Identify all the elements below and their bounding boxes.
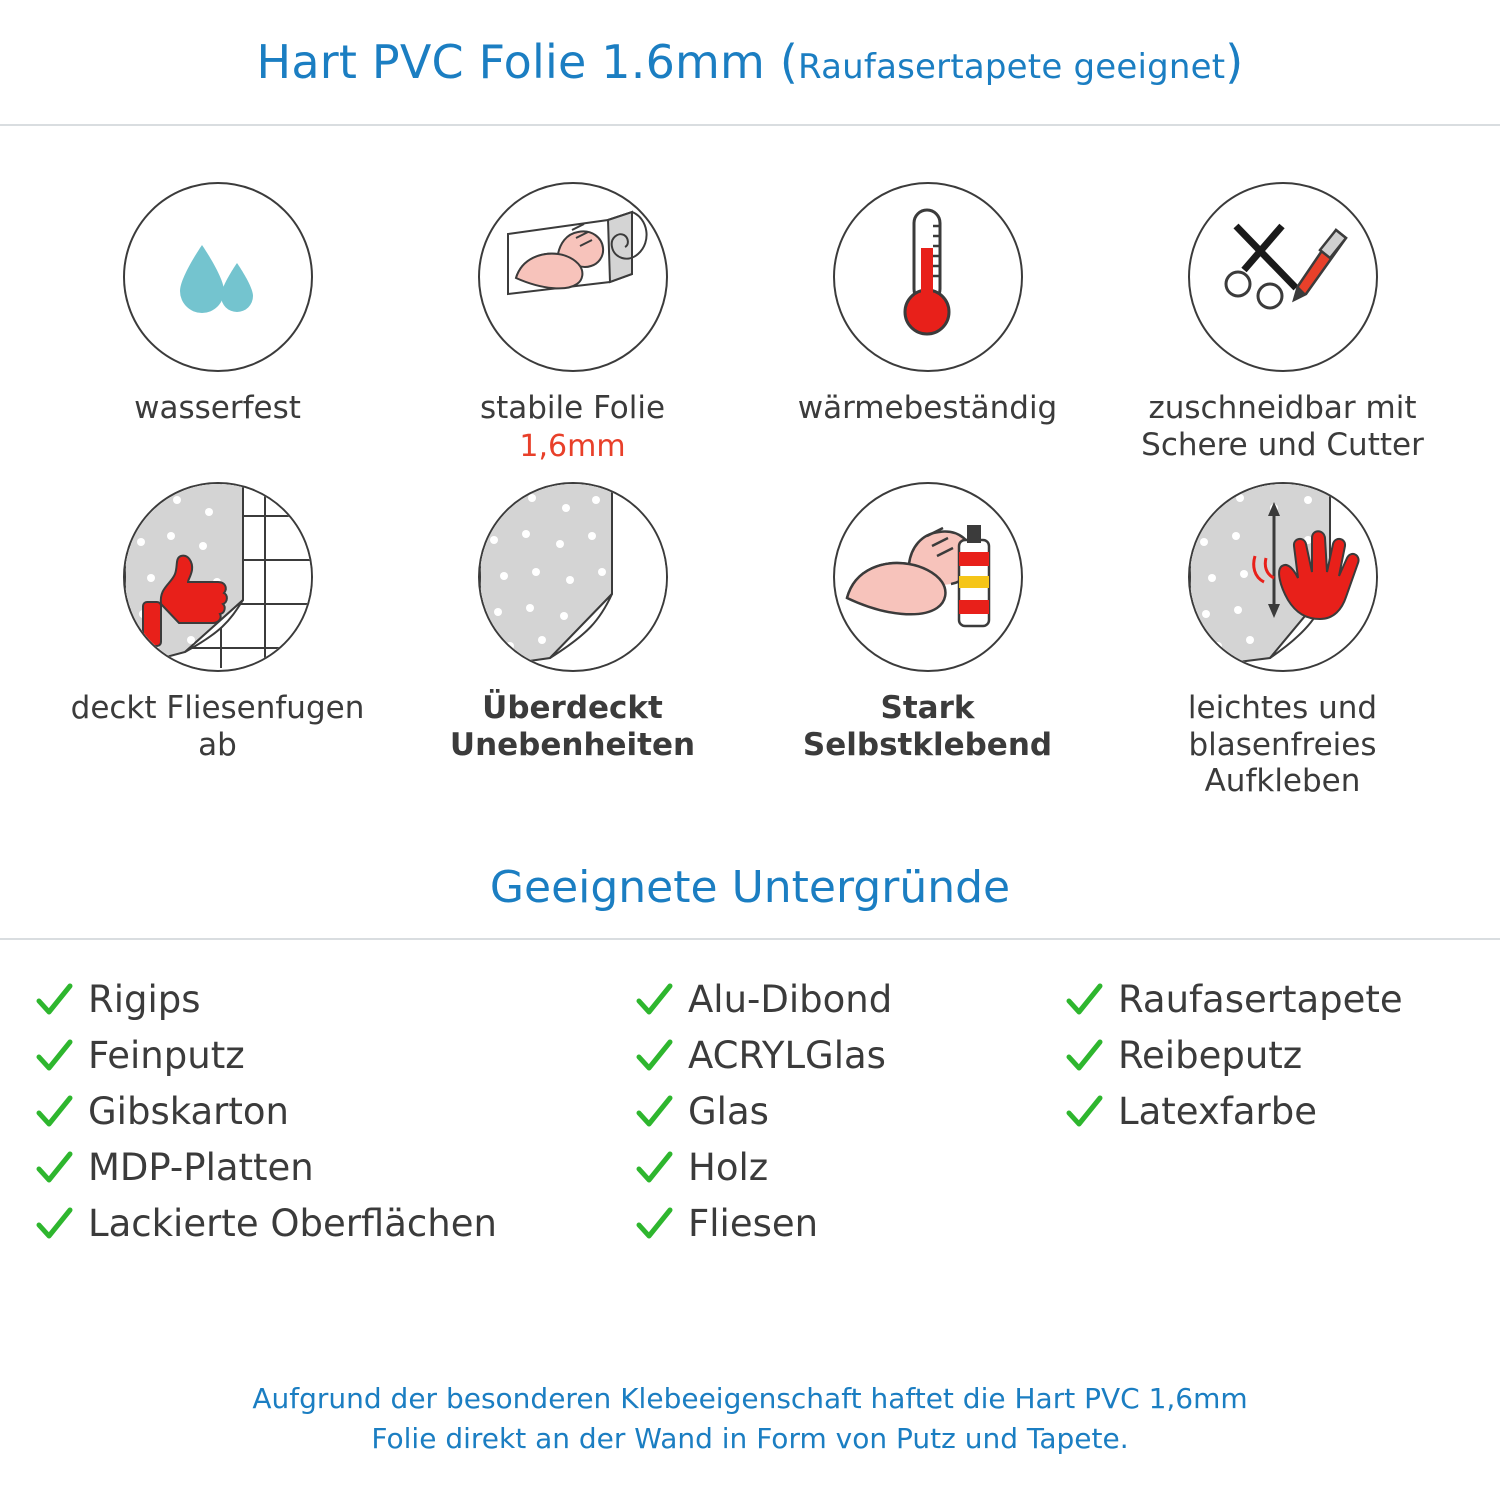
feature-icon-circle	[478, 182, 668, 372]
header	[0, 0, 1500, 126]
footer-note-line-2: Folie direkt an der Wand in Form von Putz und Tapete.	[371, 1422, 1129, 1456]
check-icon	[634, 980, 674, 1020]
footer-note-line-1: Aufgrund der besonderen Klebeeigenschaft haftet die Hart PVC 1,6mm	[252, 1381, 1248, 1415]
feature-caption	[480, 390, 665, 464]
feature-icon-circle	[123, 482, 313, 672]
substrate-label: Latexfarbe	[1118, 1090, 1317, 1134]
feature-icon-circle	[1188, 182, 1378, 372]
substrate-label: Rigips	[88, 978, 201, 1022]
feature-caption	[134, 390, 301, 427]
feature-icon-circle	[833, 482, 1023, 672]
list-item	[34, 1092, 634, 1132]
check-icon	[34, 980, 74, 1020]
list-item	[1064, 980, 1466, 1020]
substrate-label: ACRYLGlas	[688, 1034, 886, 1078]
list-item	[1064, 1036, 1466, 1076]
feature-item	[750, 182, 1105, 464]
feature-grid	[0, 126, 1500, 800]
feature-label: wärmebeständig	[797, 390, 1058, 426]
substrate-label: Lackierte Oberflächen	[88, 1202, 497, 1246]
feature-icon-circle	[123, 182, 313, 372]
water-drops-icon	[158, 215, 278, 339]
feature-caption	[798, 390, 1058, 427]
list-item	[634, 1204, 1064, 1244]
page-title-main: Hart PVC Folie 1.6mm	[256, 35, 766, 89]
feature-item	[1105, 182, 1460, 464]
substrate-column-3	[1064, 980, 1466, 1260]
feature-caption	[763, 690, 1093, 763]
foil-corner-icon	[480, 482, 666, 672]
hand-smoothing-icon	[1190, 482, 1376, 672]
feature-label: Stark Selbstklebend	[802, 689, 1053, 763]
feature-label: stabile Folie	[479, 390, 666, 426]
page-title-sub: Raufasertapete geeignet	[798, 47, 1226, 87]
feature-sublabel: 1,6mm	[519, 428, 626, 464]
feature-item	[395, 482, 750, 800]
page-title	[257, 35, 1244, 89]
substrate-label: Gibskarton	[88, 1090, 289, 1134]
feature-caption	[1118, 690, 1448, 800]
feature-item	[40, 182, 395, 464]
arm-glue-icon	[835, 482, 1021, 672]
feature-label: leichtes und blasenfreies Aufkleben	[1187, 689, 1378, 800]
feature-label: Überdeckt Unebenheiten	[449, 689, 696, 763]
thermometer-icon	[873, 200, 983, 354]
flexing-arm-foil-icon	[480, 182, 666, 372]
footer-note	[0, 1379, 1500, 1460]
check-icon	[1064, 980, 1104, 1020]
check-icon	[634, 1036, 674, 1076]
feature-icon-circle	[1188, 482, 1378, 672]
section-title: Geeignete Untergründe	[489, 862, 1011, 914]
substrate-label: Alu-Dibond	[688, 978, 893, 1022]
substrate-label: MDP-Platten	[88, 1146, 314, 1190]
feature-label: zuschneidbar mit Schere und Cutter	[1141, 390, 1424, 463]
feature-caption	[408, 690, 738, 763]
scissors-cutter-icon	[1208, 200, 1358, 354]
feature-caption	[1118, 390, 1448, 463]
substrate-column-2	[634, 980, 1064, 1260]
list-item	[34, 980, 634, 1020]
substrate-label: Feinputz	[88, 1034, 245, 1078]
feature-caption	[53, 690, 383, 763]
thumbs-up-tile-icon	[125, 482, 311, 672]
feature-item	[750, 482, 1105, 800]
feature-icon-circle	[833, 182, 1023, 372]
list-item	[34, 1204, 634, 1244]
list-item	[1064, 1092, 1466, 1132]
feature-label: deckt Fliesenfugen ab	[70, 689, 365, 763]
feature-icon-circle	[478, 482, 668, 672]
check-icon	[634, 1148, 674, 1188]
feature-item	[1105, 482, 1460, 800]
paren-close: )	[1225, 35, 1244, 89]
check-icon	[634, 1204, 674, 1244]
list-item	[634, 1148, 1064, 1188]
substrate-label: Glas	[688, 1090, 769, 1134]
feature-item	[40, 482, 395, 800]
feature-label: wasserfest	[134, 390, 301, 426]
substrate-label: Reibeputz	[1118, 1034, 1303, 1078]
list-item	[34, 1036, 634, 1076]
section-header	[0, 838, 1500, 940]
check-icon	[34, 1092, 74, 1132]
list-item	[634, 1092, 1064, 1132]
check-icon	[1064, 1092, 1104, 1132]
check-icon	[34, 1204, 74, 1244]
check-icon	[634, 1092, 674, 1132]
feature-item	[395, 182, 750, 464]
substrate-label: Holz	[688, 1146, 769, 1190]
substrate-column-1	[34, 980, 634, 1260]
check-icon	[1064, 1036, 1104, 1076]
check-icon	[34, 1036, 74, 1076]
substrate-label: Fliesen	[688, 1202, 819, 1246]
substrate-list	[0, 940, 1500, 1260]
substrate-label: Raufasertapete	[1118, 978, 1403, 1022]
paren-open: (	[779, 35, 799, 89]
list-item	[634, 1036, 1064, 1076]
list-item	[634, 980, 1064, 1020]
check-icon	[34, 1148, 74, 1188]
list-item	[34, 1148, 634, 1188]
